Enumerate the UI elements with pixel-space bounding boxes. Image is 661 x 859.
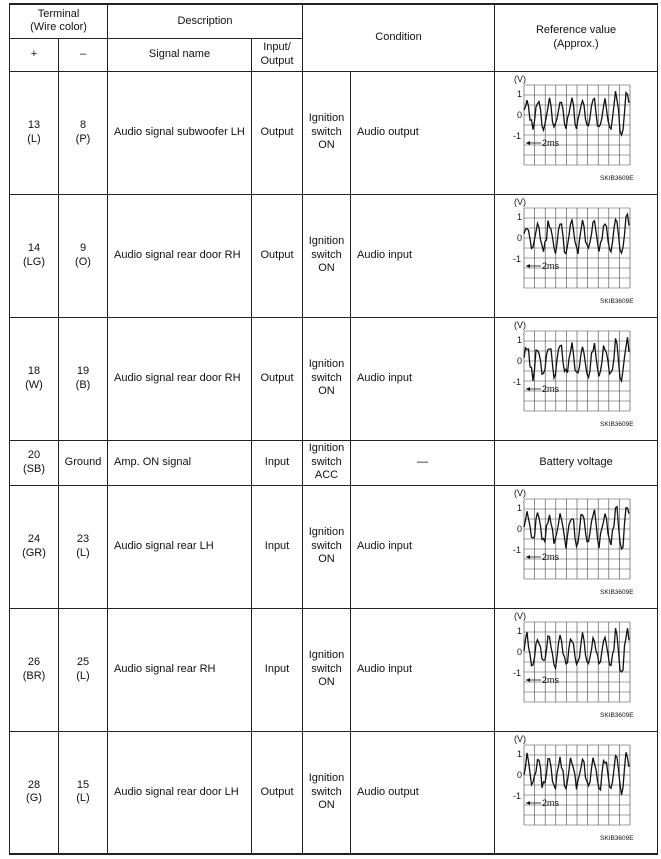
condition-header: Condition: [303, 4, 495, 71]
ignition-switch-state: Ignition switch ON: [303, 317, 351, 440]
tick-label: -1: [513, 131, 522, 141]
tick-label: 0: [517, 233, 523, 243]
input-output: Input: [252, 485, 303, 608]
waveform-plot: [497, 609, 657, 730]
table-row: [10, 317, 658, 440]
description-header: Description: [108, 4, 303, 38]
tick-label: 0: [517, 647, 523, 657]
time-scale-label: 2ms: [542, 797, 560, 808]
condition: Audio output: [351, 71, 495, 194]
tick-label: -1: [513, 254, 522, 264]
arrow-head: [526, 678, 530, 682]
condition: Audio output: [351, 731, 495, 854]
waveform: [497, 486, 655, 607]
waveform: [497, 609, 655, 730]
tick-label: 1: [517, 748, 523, 759]
minus-terminal: 23 (L): [59, 485, 108, 608]
signal-name: Amp. ON signal: [108, 440, 252, 485]
unit-label: (V): [514, 197, 527, 207]
arrow-head: [526, 801, 530, 805]
waveform: [497, 72, 655, 193]
ignition-switch-state: Ignition switch ON: [303, 485, 351, 608]
waveform: [497, 195, 655, 316]
terminal-header: Terminal (Wire color): [10, 4, 108, 38]
signal-trace: [524, 752, 629, 795]
ignition-switch-state: Ignition switch ON: [303, 608, 351, 731]
time-scale-label: 2ms: [542, 384, 560, 394]
unit-label: (V): [514, 74, 527, 84]
unit-label: (V): [514, 733, 527, 744]
tick-label: 0: [517, 110, 523, 120]
signal-name: Audio signal rear door RH: [108, 194, 252, 317]
plus-terminal: 14 (LG): [10, 194, 59, 317]
signal-name: Audio signal rear RH: [108, 608, 252, 731]
time-scale-label: 2ms: [542, 138, 560, 148]
tick-label: 1: [517, 503, 523, 513]
signal-name: Audio signal rear door RH: [108, 317, 252, 440]
waveform-plot: [497, 318, 657, 439]
plus-terminal: 24 (GR): [10, 485, 59, 608]
reference-waveform-cell: [495, 608, 658, 731]
table-row: [10, 71, 658, 194]
plus-terminal: 26 (BR): [10, 608, 59, 731]
reference-waveform-cell: [495, 194, 658, 317]
minus-terminal: 25 (L): [59, 608, 108, 731]
figure-code: SKIB3609E: [600, 834, 634, 842]
tick-label: -1: [513, 668, 522, 678]
input-output: Output: [252, 731, 303, 854]
table-row: [10, 440, 658, 485]
figure-code: SKIB3609E: [600, 589, 634, 596]
tick-label: -1: [513, 545, 522, 555]
table-row: [10, 608, 658, 731]
waveform-plot: [497, 486, 657, 607]
input-output: Input: [252, 440, 303, 485]
plus-terminal: 28 (G): [10, 731, 59, 854]
minus-terminal: 8 (P): [59, 71, 108, 194]
input-output: Output: [252, 71, 303, 194]
tick-label: 1: [517, 89, 523, 99]
waveform: [497, 732, 655, 853]
table-row: [10, 194, 658, 317]
signal-trace: [524, 507, 629, 549]
ignition-switch-state: Ignition switch ON: [303, 71, 351, 194]
terminal-spec-table: [9, 3, 658, 855]
condition: Audio input: [351, 608, 495, 731]
condition: Audio input: [351, 485, 495, 608]
reference-waveform-cell: [495, 71, 658, 194]
tick-label: 1: [517, 335, 523, 345]
plus-header: +: [10, 38, 59, 71]
figure-code: SKIB3609E: [600, 298, 634, 305]
reference-waveform-cell: [495, 485, 658, 608]
reference-waveform-cell: [495, 731, 658, 854]
waveform-plot: [497, 732, 657, 853]
signal-name: Audio signal rear LH: [108, 485, 252, 608]
reference-waveform-cell: [495, 317, 658, 440]
plus-terminal: 18 (W): [10, 317, 59, 440]
input-output: Output: [252, 317, 303, 440]
condition: Audio input: [351, 317, 495, 440]
ignition-switch-state: Ignition switch ON: [303, 194, 351, 317]
signal-name: Audio signal rear door LH: [108, 731, 252, 854]
signal-name-header: Signal name: [108, 38, 252, 71]
input-output-header: Input/ Output: [252, 38, 303, 71]
signal-name: Audio signal subwoofer LH: [108, 71, 252, 194]
minus-terminal: Ground: [59, 440, 108, 485]
plus-terminal: 20 (SB): [10, 440, 59, 485]
ignition-switch-state: Ignition switch ON: [303, 731, 351, 854]
arrow-head: [526, 387, 530, 391]
time-scale-label: 2ms: [542, 552, 560, 562]
arrow-head: [526, 555, 530, 559]
waveform-plot: [497, 195, 657, 316]
unit-label: (V): [514, 611, 527, 621]
tick-label: 1: [517, 212, 523, 222]
reference-header: Reference value (Approx.): [495, 4, 658, 71]
minus-terminal: 9 (O): [59, 194, 108, 317]
table-row: [10, 485, 658, 608]
input-output: Output: [252, 194, 303, 317]
signal-trace: [524, 91, 629, 135]
tick-label: 0: [517, 524, 523, 534]
tick-label: -1: [513, 790, 522, 801]
time-scale-label: 2ms: [542, 675, 560, 685]
waveform: [497, 318, 655, 439]
figure-code: SKIB3609E: [600, 712, 634, 719]
ignition-switch-state: Ignition switch ACC: [303, 440, 351, 485]
signal-trace: [524, 628, 629, 672]
condition: —: [351, 440, 495, 485]
minus-terminal: 19 (B): [59, 317, 108, 440]
condition: Audio input: [351, 194, 495, 317]
arrow-head: [526, 141, 530, 145]
tick-label: 0: [517, 769, 523, 780]
tick-label: 1: [517, 626, 523, 636]
unit-label: (V): [514, 320, 527, 330]
waveform-plot: [497, 72, 657, 193]
arrow-head: [526, 264, 530, 268]
figure-code: SKIB3609E: [600, 421, 634, 428]
plus-terminal: 13 (L): [10, 71, 59, 194]
reference-value: Battery voltage: [495, 440, 658, 485]
table-body: [10, 71, 658, 854]
tick-label: -1: [513, 377, 522, 387]
unit-label: (V): [514, 488, 527, 498]
figure-code: SKIB3609E: [600, 175, 634, 182]
tick-label: 0: [517, 356, 523, 366]
minus-terminal: 15 (L): [59, 731, 108, 854]
table-row: [10, 731, 658, 854]
signal-trace: [524, 337, 629, 381]
minus-header: –: [59, 38, 108, 71]
input-output: Input: [252, 608, 303, 731]
time-scale-label: 2ms: [542, 261, 560, 271]
